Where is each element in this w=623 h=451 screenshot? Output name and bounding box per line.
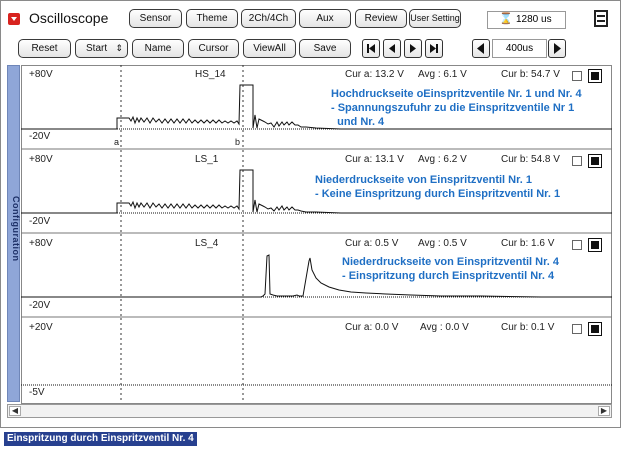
channel-2-stop-icon[interactable]	[588, 154, 602, 168]
cursor-a-marker[interactable]: a	[114, 137, 120, 147]
channel-3-note-2: - Einspritzung durch Einspritzventil Nr. 4	[342, 270, 555, 282]
skip-first-icon	[363, 40, 379, 57]
channel-3-cur-a: Cur a: 0.5 V	[345, 238, 399, 249]
save-button[interactable]: Save	[299, 39, 351, 58]
configuration-tab[interactable]	[7, 65, 20, 402]
scroll-right-icon[interactable]: ▶	[598, 406, 610, 416]
channel-2-cur-b: Cur b: 54.8 V	[501, 154, 560, 165]
step-forward-icon	[405, 40, 421, 57]
spinner-icon: ⇕	[115, 43, 123, 53]
channel-3-cur-b: Cur b: 1.6 V	[501, 238, 555, 249]
channel-1-cur-b: Cur b: 54.7 V	[501, 69, 560, 80]
reset-button[interactable]: Reset	[18, 39, 71, 58]
channel-4-cur-b: Cur b: 0.1 V	[501, 322, 555, 333]
channel-2-name: LS_1	[195, 154, 219, 165]
timebase-increase-button[interactable]	[548, 39, 566, 58]
scroll-left-icon[interactable]: ◀	[9, 406, 21, 416]
cursor-b-marker[interactable]: b	[235, 137, 241, 147]
channel-panel-3	[21, 234, 612, 318]
channel-1-note-2: - Spannungszufuhr zu die Einspritzventile Nr 1	[331, 102, 575, 114]
channel-1-avg: Avg : 6.1 V	[418, 69, 467, 80]
step-forward-button[interactable]	[404, 39, 422, 58]
channel-1-top-scale: +80V	[29, 69, 53, 80]
skip-last-icon	[426, 40, 442, 57]
channel-3-stop-icon[interactable]	[588, 238, 602, 252]
channel-4-avg: Avg : 0.0 V	[420, 322, 469, 333]
channel-3-checkbox[interactable]	[572, 240, 582, 250]
review-button[interactable]: Review	[355, 9, 407, 28]
configuration-label: Configuration	[11, 196, 21, 262]
skip-last-button[interactable]	[425, 39, 443, 58]
horizontal-scrollbar[interactable]	[7, 404, 612, 418]
channel-4-checkbox[interactable]	[572, 324, 582, 334]
name-button[interactable]: Name	[132, 39, 184, 58]
channel-1-stop-icon[interactable]	[588, 69, 602, 83]
status-caption: Einspritzung durch Einspritzventil Nr. 4	[4, 432, 197, 446]
window-toggle-icon[interactable]	[594, 10, 608, 27]
clock-icon: ⌛	[499, 13, 513, 25]
channel-1-note-3: und Nr. 4	[331, 116, 385, 128]
timebase-value: 400us	[492, 39, 547, 58]
triangle-left-icon	[473, 40, 489, 57]
channel-3-top-scale: +80V	[29, 238, 53, 249]
channels-button[interactable]: 2Ch/4Ch	[241, 9, 296, 28]
channel-2-note-1: Niederdruckseite von Einspritzventil Nr. 1	[315, 174, 533, 186]
user-setting-button[interactable]: User Setting	[409, 9, 461, 28]
triangle-right-icon	[549, 40, 565, 57]
timebase-decrease-button[interactable]	[472, 39, 490, 58]
aux-button[interactable]: Aux	[299, 9, 351, 28]
channel-1-name: HS_14	[195, 69, 226, 80]
channel-3-bottom-scale: -20V	[29, 300, 51, 311]
channel-1-cur-a: Cur a: 13.2 V	[345, 69, 404, 80]
channel-3-avg: Avg : 0.5 V	[418, 238, 467, 249]
top-toolbar	[1, 1, 620, 35]
sensor-button[interactable]: Sensor	[129, 9, 182, 28]
channel-4-stop-icon[interactable]	[588, 322, 602, 336]
theme-button[interactable]: Theme	[186, 9, 238, 28]
channel-2-avg: Avg : 6.2 V	[418, 154, 467, 165]
channel-2-checkbox[interactable]	[572, 156, 582, 166]
control-toolbar	[1, 35, 620, 63]
start-label: Start	[86, 43, 108, 54]
channel-panel-1	[21, 65, 612, 150]
step-back-button[interactable]	[383, 39, 401, 58]
skip-first-button[interactable]	[362, 39, 380, 58]
channel-2-cur-a: Cur a: 13.1 V	[345, 154, 404, 165]
viewall-button[interactable]: ViewAll	[243, 39, 296, 58]
channel-2-note-2: - Keine Einspritzung durch Einspritzventil Nr. 1	[315, 188, 561, 200]
step-back-icon	[384, 40, 400, 57]
channel-4-cur-a: Cur a: 0.0 V	[345, 322, 399, 333]
channel-4-top-scale: +20V	[29, 322, 53, 333]
channel-1-bottom-scale: -20V	[29, 131, 51, 142]
channel-1-checkbox[interactable]	[572, 71, 582, 81]
cursor-button[interactable]: Cursor	[188, 39, 239, 58]
channel-2-top-scale: +80V	[29, 154, 53, 165]
channel-panel-2	[21, 150, 612, 234]
channel-panel-4	[21, 318, 612, 404]
app-title: Oscilloscope	[29, 10, 109, 26]
channel-3-name: LS_4	[195, 238, 219, 249]
channel-2-bottom-scale: -20V	[29, 216, 51, 227]
start-button[interactable]	[75, 39, 128, 58]
channel-3-note-1: Niederdruckseite von Einspritzventil Nr. 4	[342, 256, 560, 268]
app-logo-icon[interactable]	[8, 13, 20, 25]
time-per-div-display	[487, 11, 566, 29]
channel-4-bottom-scale: -5V	[29, 387, 45, 398]
time-per-div-value: 1280 us	[516, 14, 552, 25]
channel-1-note-1: Hochdruckseite oEinspritzventile Nr. 1 und Nr. 4	[331, 88, 582, 100]
